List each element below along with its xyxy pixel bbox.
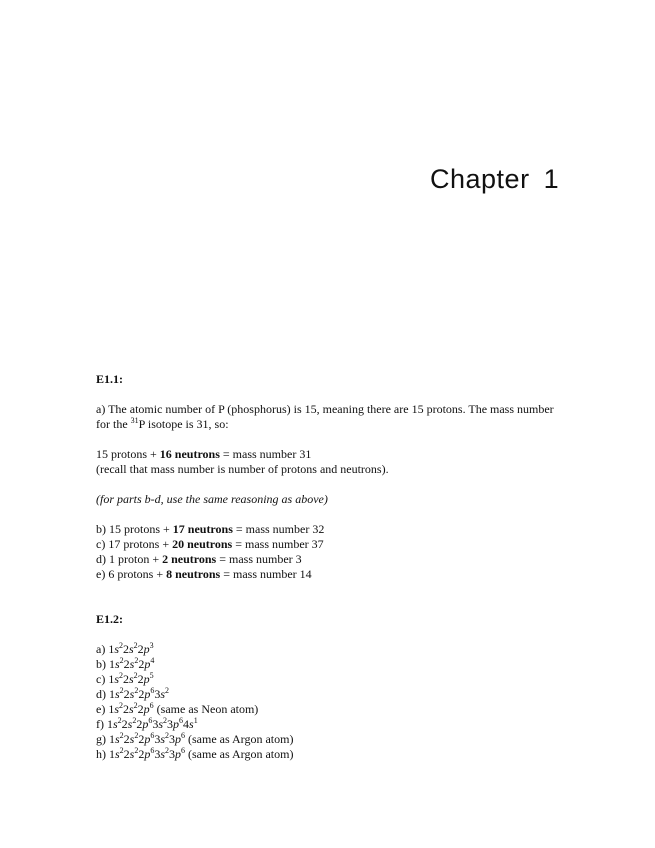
config-label: g) (96, 732, 109, 746)
electron-count: 2 (134, 656, 139, 665)
orbital-letter: p (143, 642, 150, 656)
item-pre: b) 15 protons + (96, 522, 173, 536)
electron-count: 3 (149, 641, 154, 650)
electron-count: 2 (119, 746, 124, 755)
electron-count: 2 (134, 686, 139, 695)
line1-pre: 15 protons + (96, 447, 160, 461)
electron-count: 2 (133, 671, 138, 680)
electron-count: 2 (165, 686, 170, 695)
electron-count: 2 (134, 731, 139, 740)
exercise-content (96, 372, 561, 762)
electron-count: 5 (149, 671, 154, 680)
orbital-letter: s (158, 717, 164, 731)
e1-1-line1 (96, 447, 561, 462)
config-note: (same as Argon atom) (185, 732, 294, 746)
orbital-letter: p (143, 702, 150, 716)
orbital-letter: s (129, 687, 135, 701)
electron-count: 2 (163, 716, 168, 725)
list-item (96, 552, 561, 567)
electron-count: 1 (193, 716, 198, 725)
line1-post: = mass number 31 (219, 447, 312, 461)
config-label: b) (96, 657, 109, 671)
list-item: g) $1s^22s^22p^63s^23p^6$ (same as Argon atom) (96, 731, 294, 746)
orbital-letter: p (144, 732, 151, 746)
electron-count: 6 (150, 686, 155, 695)
exercise-heading-e1-1: E1.1: (96, 372, 123, 386)
orbital-letter: s (129, 732, 135, 746)
orbital-letter: s (115, 657, 120, 671)
list-item: f) $1s^22s^22p^63s^23p^64s^1$ (96, 716, 198, 731)
electron-count: 4 (150, 656, 155, 665)
list-item: b) $1s^22s^22p^4$ (96, 656, 155, 671)
orbital-letter: p (143, 672, 150, 686)
orbital-letter: s (129, 702, 134, 716)
exercise-heading-e1-2: E1.2: (96, 612, 123, 626)
electron-count: 2 (119, 656, 124, 665)
orbital-letter: s (129, 642, 134, 656)
orbital-letter: s (160, 732, 166, 746)
config-label: f) (96, 717, 107, 731)
orbital-letter: s (115, 732, 120, 746)
e1-1-intro (96, 402, 561, 432)
item-pre: d) 1 proton + (96, 552, 163, 566)
intro-text-a: a) The atomic number of P (phosphorus) is 15, meaning there are 15 protons. The mass number for the (96, 402, 554, 431)
orbital-letter: p (142, 717, 149, 731)
orbital-letter: p (144, 747, 151, 761)
orbital-letter: s (129, 747, 135, 761)
list-item: a) $1s^22s^22p^3$ (96, 641, 154, 656)
list-item: c) $1s^22s^22p^5$ (96, 671, 154, 686)
config-label: d) (96, 687, 109, 701)
orbital-letter: s (114, 642, 119, 656)
chapter-number: 1 (543, 164, 560, 194)
orbital-letter: s (114, 672, 119, 686)
electron-count: 2 (165, 746, 170, 755)
orbital-letter: p (144, 687, 151, 701)
electron-count: 6 (181, 746, 186, 755)
item-neutrons: 17 neutrons (172, 522, 233, 536)
item-neutrons: 2 neutrons (162, 552, 217, 566)
config-note: (same as Neon atom) (153, 702, 259, 716)
electron-count: 6 (150, 746, 155, 755)
orbital-letter: s (160, 687, 166, 701)
electron-count: 2 (165, 731, 170, 740)
electron-count: 2 (119, 641, 123, 650)
config-note: (same as Argon atom) (185, 747, 294, 761)
electron-count: 6 (148, 716, 153, 725)
list-item (96, 522, 561, 537)
item-neutrons: 20 neutrons (172, 537, 233, 551)
orbital-letter: s (115, 747, 120, 761)
orbital-letter: s (115, 687, 120, 701)
orbital-letter: p (175, 747, 182, 761)
config-label: c) (96, 672, 109, 686)
orbital-letter: p (144, 657, 151, 671)
orbital-letter: s (160, 747, 166, 761)
chapter-title (430, 164, 559, 195)
list-item: d) $1s^22s^22p^63s^2$ (96, 686, 170, 701)
list-item: e) $1s^22s^22p^6$ (same as Neon atom) (96, 701, 259, 716)
list-item (96, 537, 561, 552)
item-post: = mass number 32 (232, 522, 325, 536)
electron-count: 6 (179, 716, 184, 725)
e1-1-line2: (recall that mass number is number of protons and neutrons). (96, 462, 389, 476)
orbital-letter: s (114, 702, 119, 716)
chapter-word: Chapter (430, 164, 530, 194)
config-label: a) (96, 642, 109, 656)
list-item (96, 567, 561, 582)
e1-1-items (96, 522, 561, 582)
electron-count: 2 (119, 671, 123, 680)
orbital-letter: s (189, 717, 194, 731)
orbital-letter: p (173, 717, 180, 731)
orbital-letter: s (129, 672, 134, 686)
electron-count: 2 (133, 641, 138, 650)
electron-count: 2 (119, 686, 124, 695)
electron-count: 2 (133, 701, 138, 710)
item-post: = mass number 3 (216, 552, 302, 566)
isotope-superscript: 31 (130, 416, 139, 425)
orbital-letter: s (113, 717, 118, 731)
electron-count: 6 (149, 701, 154, 710)
item-post: = mass number 14 (220, 567, 312, 581)
item-pre: e) 6 protons + (96, 567, 167, 581)
electron-count: 2 (119, 701, 123, 710)
list-item: h) $1s^22s^22p^63s^23p^6$ (same as Argon atom) (96, 746, 294, 761)
electron-count: 6 (150, 731, 155, 740)
config-label: e) (96, 702, 109, 716)
orbital-letter: p (175, 732, 182, 746)
item-pre: c) 17 protons + (96, 537, 173, 551)
electron-count: 2 (132, 716, 137, 725)
config-label: h) (96, 747, 109, 761)
line1-bold: 16 neutrons (159, 447, 220, 461)
electron-count: 2 (134, 746, 139, 755)
orbital-letter: s (129, 657, 135, 671)
item-neutrons: 8 neutrons (166, 567, 221, 581)
orbital-letter: s (127, 717, 133, 731)
intro-text-b: P isotope is 31, so: (138, 417, 229, 431)
e1-1-note: (for parts b-d, use the same reasoning as above) (96, 492, 328, 506)
electron-count: 2 (117, 716, 122, 725)
electron-count: 2 (119, 731, 124, 740)
electron-count: 6 (181, 731, 186, 740)
item-post: = mass number 37 (232, 537, 324, 551)
e1-2-configs (96, 642, 561, 762)
